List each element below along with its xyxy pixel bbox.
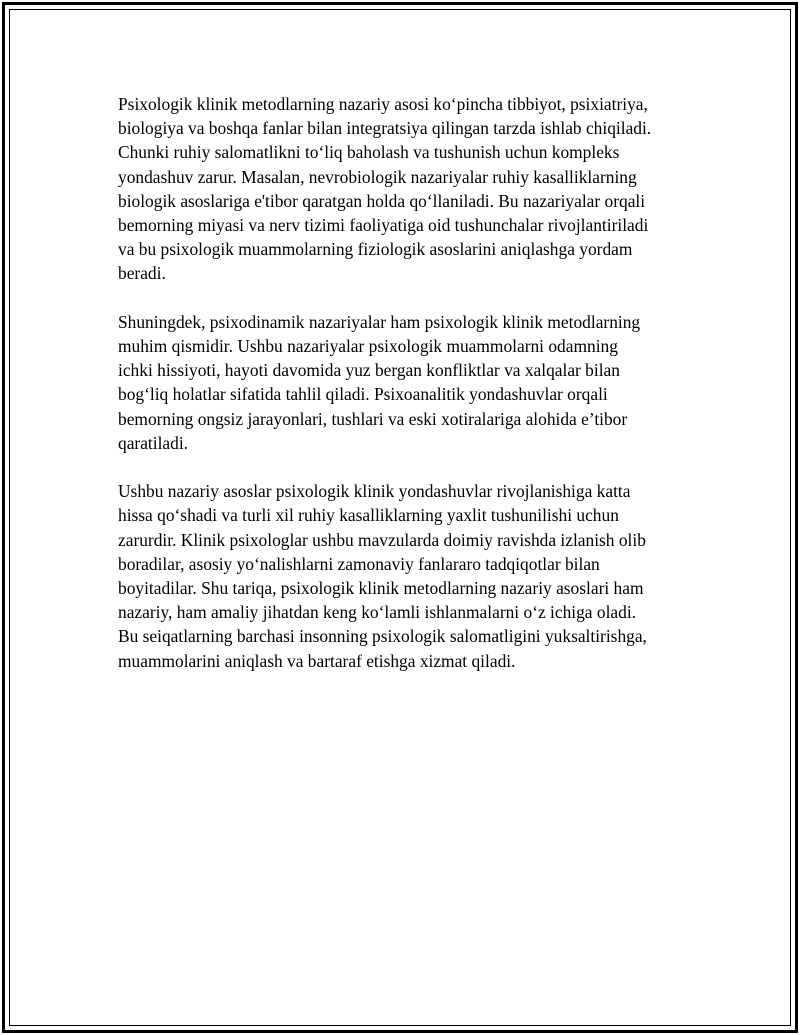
text-line: boyitadilar. Shu tariqa, psixologik klinik metodlarning nazariy asoslari ham	[118, 578, 644, 599]
text-line: beradi.	[118, 263, 166, 284]
text-line: muhim qismidir. Ushbu nazariyalar psixologik muammolarni odamning	[118, 336, 618, 357]
text-line: ichki hissiyoti, hayoti davomida yuz bergan konfliktlar va xalqalar bilan	[118, 360, 620, 381]
text-line: bemorning miyasi va nerv tizimi faoliyatiga oid tushunchalar rivojlantiriladi	[118, 215, 649, 236]
text-line: Psixologik klinik metodlarning nazariy asosi ko‘pincha tibbiyot, psixiatriya,	[118, 94, 648, 114]
text-line: zarurdir. Klinik psixologlar ushbu mavzularda doimiy ravishda izlanish olib	[118, 529, 646, 550]
paragraph-1	[118, 92, 698, 286]
text-line: va bu psixologik muammolarning fiziologik asoslarini aniqlashga yordam	[118, 239, 633, 260]
document-body	[118, 92, 698, 697]
text-line: nazariy, ham amaliy jihatdan keng ko‘lamli ishlanmalarni o‘z ichiga oladi.	[118, 602, 636, 623]
text-line: qaratiladi.	[118, 432, 189, 453]
text-line: Bu seiqatlarning barchasi insonning psixologik salomatligini yuksaltirishga,	[118, 626, 647, 647]
text-line: bemorning ongsiz jarayonlari, tushlari va eski xotiralariga alohida e’tibor	[118, 408, 628, 429]
text-line: yondashuv zarur. Masalan, nevrobiologik nazariyalar ruhiy kasalliklarning	[118, 166, 637, 187]
text-line: boradilar, asosiy yo‘nalishlarni zamonaviy fanlararo tadqiqotlar bilan	[118, 553, 600, 574]
text-line: biologiya va boshqa fanlar bilan integratsiya qilingan tarzda ishlab chiqiladi.	[118, 118, 652, 139]
text-line: Shuningdek, psixodinamik nazariyalar ham psixologik klinik metodlarning	[118, 311, 641, 332]
text-line: bog‘liq holatlar sifatida tahlil qiladi. Psixoanalitik yondashuvlar orqali	[118, 384, 608, 405]
text-line: Chunki ruhiy salomatlikni to‘liq baholash va tushunish uchun kompleks	[118, 142, 620, 163]
paragraph-2	[118, 310, 698, 455]
text-line: biologik asoslariga e'tibor qaratgan holda qo‘llaniladi. Bu nazariyalar orqali	[118, 190, 646, 211]
text-line: muammolarini aniqlash va bartaraf etishga xizmat qiladi.	[118, 650, 516, 671]
text-line: hissa qo‘shadi va turli xil ruhiy kasalliklarning yaxlit tushunilishi uchun	[118, 505, 619, 526]
paragraph-3	[118, 479, 698, 673]
text-line: Ushbu nazariy asoslar psixologik klinik yondashuvlar rivojlanishiga katta	[118, 481, 631, 502]
